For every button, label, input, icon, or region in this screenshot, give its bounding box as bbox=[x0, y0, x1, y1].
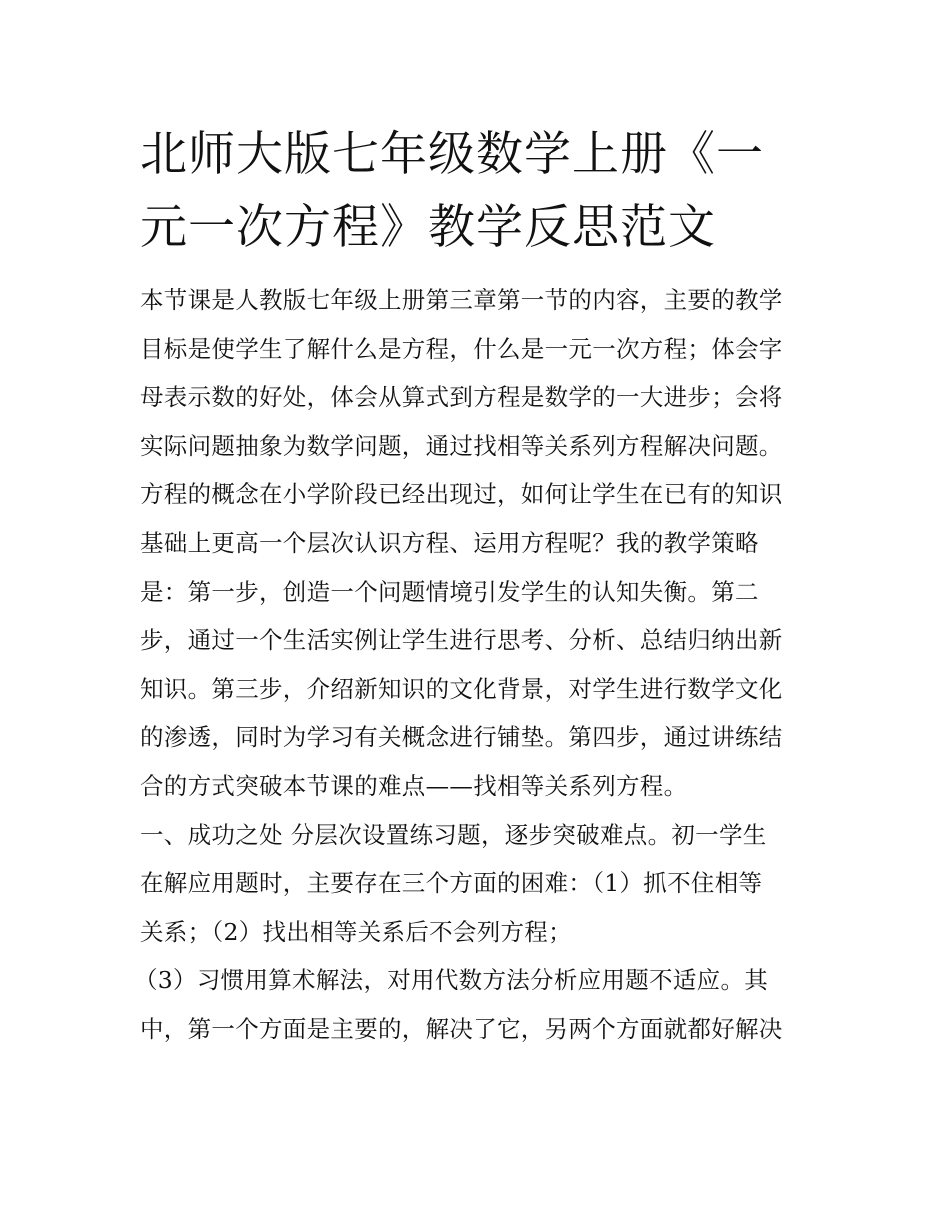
body-line: 基础上更高一个层次认识方程、运用方程呢？我的教学策略 bbox=[140, 528, 759, 557]
body-line: 是：第一步，创造一个问题情境引发学生的认知失衡。第二 bbox=[140, 577, 759, 606]
body-line: 目标是使学生了解什么是方程，什么是一元一次方程；体会字 bbox=[140, 334, 783, 363]
document-body bbox=[134, 276, 820, 1054]
body-line: 中，第一个方面是主要的，解决了它，另两个方面就都好解决 bbox=[140, 1014, 783, 1043]
body-line: （3）习惯用算术解法，对用代数方法分析应用题不适应。其 bbox=[134, 966, 769, 995]
body-line: 在解应用题时，主要存在三个方面的困难：（1）抓不住相等 bbox=[140, 869, 763, 898]
body-line: 知识。第三步，介绍新知识的文化背景，对学生进行数学文化 bbox=[140, 674, 783, 703]
body-line: 合的方式突破本节课的难点——找相等关系列方程。 bbox=[140, 771, 688, 800]
body-line: 母表示数的好处，体会从算式到方程是数学的一大进步；会将 bbox=[140, 383, 783, 412]
title-line-1: 北师大版七年级数学上册《一 bbox=[140, 127, 764, 182]
body-line: 一、成功之处 分层次设置练习题，逐步突破难点。初一学生 bbox=[140, 820, 767, 849]
body-line: 的渗透，同时为学习有关概念进行铺垫。第四步，通过讲练结 bbox=[140, 723, 783, 752]
body-line: 本节课是人教版七年级上册第三章第一节的内容，主要的教学 bbox=[140, 286, 783, 314]
document-title bbox=[140, 118, 820, 264]
body-line: 步，通过一个生活实例让学生进行思考、分析、总结归纳出新 bbox=[140, 626, 783, 655]
title-line-2: 元一次方程》教学反思范文 bbox=[140, 200, 716, 255]
body-line: 实际问题抽象为数学问题，通过找相等关系列方程解决问题。 bbox=[140, 431, 783, 460]
body-line: 关系；（2）找出相等关系后不会列方程； bbox=[140, 917, 572, 946]
body-line: 方程的概念在小学阶段已经出现过，如何让学生在已有的知识 bbox=[140, 480, 783, 509]
